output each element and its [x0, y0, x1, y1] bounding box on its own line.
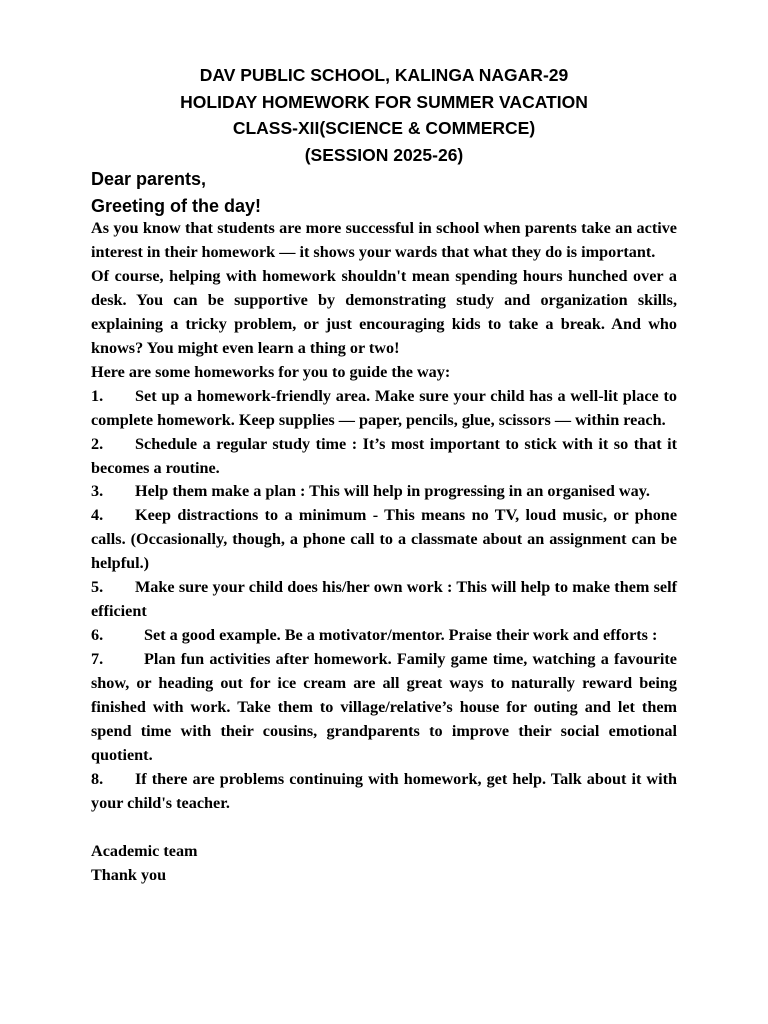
list-item: [91, 768, 677, 816]
item-number: 5.: [91, 578, 104, 597]
letter-body: [91, 217, 677, 888]
paragraph-support: Of course, helping with homework shouldn't mean spending hours hunched over a desk. You can be supportive by demonstrating study and organization skills, explaining a tricky problem, or just encouraging kids to take a break. And who knows? You might even learn a thing or two!: [91, 266, 677, 357]
item-number: 1.: [91, 386, 104, 405]
item-number: 8.: [91, 769, 104, 788]
signoff-team: Academic team: [91, 841, 198, 860]
document-header: [0, 62, 768, 168]
list-item: [91, 480, 677, 504]
salutation: [91, 166, 261, 220]
paragraph-intro: As you know that students are more successful in school when parents take an active interest in their homework — it shows your wards that what they do is important.: [91, 219, 677, 261]
item-text: Keep distractions to a minimum - This means no TV, loud music, or phone calls. (Occasionally, though, a phone call to a classmate about an assignment can be helpful.): [91, 506, 677, 573]
dear-parents: Dear parents,: [91, 169, 207, 189]
list-item: [91, 504, 677, 576]
paragraph-list-intro: Here are some homeworks for you to guide the way:: [91, 362, 451, 381]
item-number: 3.: [91, 482, 104, 501]
signoff-thanks: Thank you: [91, 865, 167, 884]
item-text: Schedule a regular study time : It’s most important to stick with it so that it becomes a routine.: [91, 434, 677, 477]
blank-line: [91, 816, 677, 840]
homework-title: HOLIDAY HOMEWORK FOR SUMMER VACATION: [180, 91, 588, 112]
item-number: 6.: [91, 626, 104, 645]
list-item: [91, 576, 677, 624]
item-text: Set up a homework-friendly area. Make sure your child has a well-lit place to complete homework. Keep supplies — paper, pencils, glue, scissors — within reach.: [91, 386, 677, 429]
list-item: [91, 624, 677, 648]
item-text: Plan fun activities after homework. Family game time, watching a favourite show, or heading out for ice cream are all great ways to naturally reward being finished with work. Take them to village/relative’s house for outing and let them spend time with their cousins, grandparents to improve their social emotional quotient.: [91, 650, 677, 764]
session-line: (SESSION 2025-26): [304, 144, 464, 165]
item-text: If there are problems continuing with homework, get help. Talk about it with your child's teacher.: [91, 769, 677, 812]
greeting-line: Greeting of the day!: [91, 196, 262, 216]
list-item: [91, 433, 677, 481]
school-name: DAV PUBLIC SCHOOL, KALINGA NAGAR-29: [199, 65, 569, 85]
item-number: 4.: [91, 506, 104, 525]
item-text: Set a good example. Be a motivator/mentor. Praise their work and efforts :: [144, 626, 658, 645]
item-number: 2.: [91, 434, 104, 453]
class-line: CLASS-XII(SCIENCE & COMMERCE): [232, 118, 536, 138]
list-item: [91, 648, 677, 768]
list-item: [91, 385, 677, 433]
item-text: Help them make a plan : This will help in progressing in an organised way.: [135, 482, 650, 501]
item-text: Make sure your child does his/her own work : This will help to make them self efficient: [91, 578, 677, 621]
item-number: 7.: [91, 650, 104, 669]
